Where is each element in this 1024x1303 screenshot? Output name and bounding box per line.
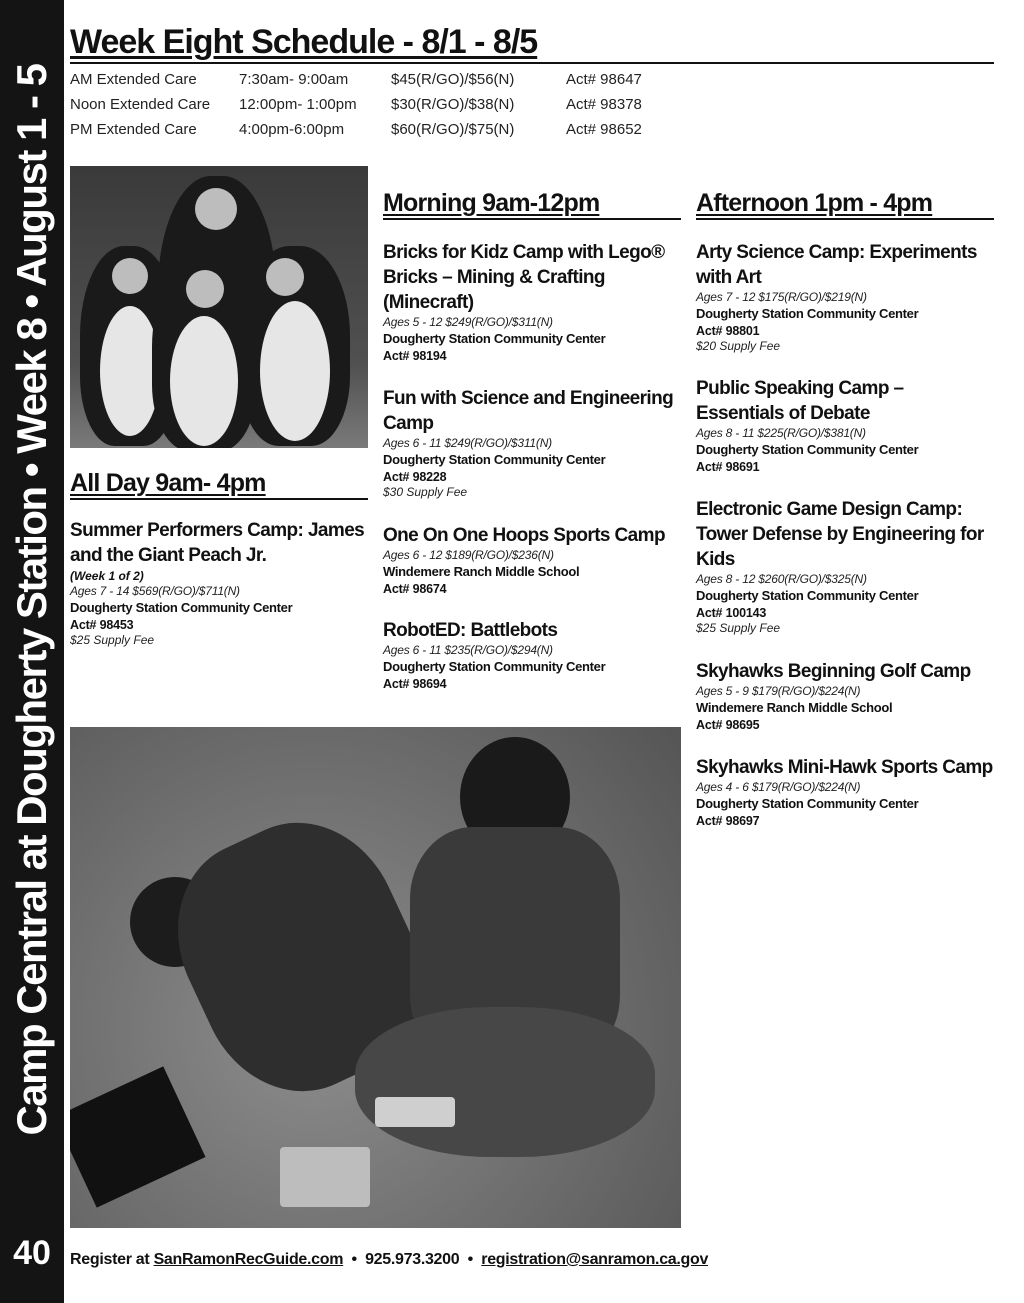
camp-ages-price: Ages 6 - 11 $235(R/GO)/$294(N) bbox=[383, 643, 553, 657]
camp-act-number: Act# 98697 bbox=[696, 814, 760, 828]
morning-heading: Morning 9am-12pm bbox=[383, 188, 681, 220]
camp-location: Dougherty Station Community Center bbox=[696, 442, 919, 457]
footer bbox=[70, 1251, 708, 1269]
camp-ages-price: Ages 6 - 11 $249(R/GO)/$311(N) bbox=[383, 436, 552, 450]
camp-act-number: Act# 98453 bbox=[70, 618, 134, 632]
camp-act-number: Act# 98228 bbox=[383, 470, 447, 484]
email-link[interactable]: registration@sanramon.ca.gov bbox=[481, 1251, 709, 1268]
sidebar-vertical-title: Camp Central at Dougherty Station • Week 8 • August 1 - 5 bbox=[8, 64, 55, 1136]
page-title: Week Eight Schedule - 8/1 - 8/5 bbox=[70, 22, 994, 64]
care-act: Act# 98378 bbox=[566, 96, 642, 113]
care-price: $60(R/GO)/$75(N) bbox=[391, 121, 515, 138]
camp-act-number: Act# 98691 bbox=[696, 460, 760, 474]
footer-prefix: Register at bbox=[70, 1251, 150, 1268]
camp-location: Dougherty Station Community Center bbox=[383, 331, 606, 346]
camp-title: Bricks for Kidz Camp with Lego® Bricks – Mining & Crafting (Minecraft) bbox=[383, 242, 665, 313]
camp-entry bbox=[696, 376, 996, 475]
camp-act-number: Act# 100143 bbox=[696, 606, 767, 620]
care-price: $30(R/GO)/$38(N) bbox=[391, 96, 515, 113]
footer-separator: • bbox=[467, 1251, 473, 1268]
camp-ages-price: Ages 5 - 9 $179(R/GO)/$224(N) bbox=[696, 684, 861, 698]
camp-ages-price: Ages 5 - 12 $249(R/GO)/$311(N) bbox=[383, 315, 553, 329]
footer-separator: • bbox=[351, 1251, 357, 1268]
camp-ages-price: Ages 8 - 11 $225(R/GO)/$381(N) bbox=[696, 426, 866, 440]
camp-title: Skyhawks Beginning Golf Camp bbox=[696, 661, 971, 682]
care-time: 4:00pm-6:00pm bbox=[239, 121, 345, 138]
camp-ages-price: Ages 8 - 12 $260(R/GO)/$325(N) bbox=[696, 572, 867, 586]
camp-note: (Week 1 of 2) bbox=[70, 569, 144, 583]
phone-number: 925.973.3200 bbox=[365, 1251, 460, 1268]
camp-ages-price: Ages 7 - 12 $175(R/GO)/$219(N) bbox=[696, 290, 867, 304]
camp-act-number: Act# 98801 bbox=[696, 324, 760, 338]
camp-title: One On One Hoops Sports Camp bbox=[383, 525, 665, 546]
camp-supply-fee: $25 Supply Fee bbox=[70, 633, 155, 647]
camp-entry bbox=[383, 386, 683, 499]
camp-entry bbox=[696, 497, 996, 635]
camp-title: Electronic Game Design Camp: Tower Defense by Engineering for Kids bbox=[696, 499, 984, 570]
camp-location: Dougherty Station Community Center bbox=[696, 588, 919, 603]
camp-supply-fee: $25 Supply Fee bbox=[696, 621, 781, 635]
camp-location: Windemere Ranch Middle School bbox=[383, 564, 580, 579]
camp-act-number: Act# 98194 bbox=[383, 349, 447, 363]
camp-location: Dougherty Station Community Center bbox=[696, 796, 919, 811]
care-act: Act# 98652 bbox=[566, 121, 642, 138]
page-number: 40 bbox=[13, 1234, 51, 1272]
kids-robotics-photo bbox=[70, 727, 681, 1228]
camp-ages-price: Ages 7 - 14 $569(R/GO)/$711(N) bbox=[70, 584, 240, 598]
camp-location: Windemere Ranch Middle School bbox=[696, 700, 893, 715]
camp-title: Arty Science Camp: Experiments with Art bbox=[696, 242, 977, 288]
care-time: 7:30am- 9:00am bbox=[239, 71, 349, 88]
camp-act-number: Act# 98674 bbox=[383, 582, 447, 596]
camp-title: Summer Performers Camp: James and the Giant Peach Jr. bbox=[70, 520, 365, 566]
all-day-heading: All Day 9am- 4pm bbox=[70, 468, 368, 500]
care-name: Noon Extended Care bbox=[70, 96, 211, 113]
camp-title: Skyhawks Mini-Hawk Sports Camp bbox=[696, 757, 993, 778]
camp-entry bbox=[696, 659, 996, 733]
camp-supply-fee: $20 Supply Fee bbox=[696, 339, 781, 353]
website-link[interactable]: SanRamonRecGuide.com bbox=[153, 1251, 344, 1268]
camp-entry bbox=[696, 240, 996, 353]
afternoon-heading: Afternoon 1pm - 4pm bbox=[696, 188, 994, 220]
camp-act-number: Act# 98695 bbox=[696, 718, 760, 732]
care-act: Act# 98647 bbox=[566, 71, 642, 88]
camp-location: Dougherty Station Community Center bbox=[383, 452, 606, 467]
camp-entry bbox=[383, 523, 683, 597]
care-price: $45(R/GO)/$56(N) bbox=[391, 71, 515, 88]
camp-location: Dougherty Station Community Center bbox=[383, 659, 606, 674]
care-time: 12:00pm- 1:00pm bbox=[239, 96, 357, 113]
camp-ages-price: Ages 4 - 6 $179(R/GO)/$224(N) bbox=[696, 780, 861, 794]
camp-entry bbox=[696, 755, 996, 829]
camp-title: RobotED: Battlebots bbox=[383, 620, 558, 641]
camp-entry bbox=[70, 518, 370, 647]
camp-entry bbox=[383, 240, 683, 364]
camp-ages-price: Ages 6 - 12 $189(R/GO)/$236(N) bbox=[383, 548, 554, 562]
care-name: AM Extended Care bbox=[70, 71, 197, 88]
camp-location: Dougherty Station Community Center bbox=[696, 306, 919, 321]
camp-location: Dougherty Station Community Center bbox=[70, 600, 293, 615]
camp-act-number: Act# 98694 bbox=[383, 677, 447, 691]
camp-title: Fun with Science and Engineering Camp bbox=[383, 388, 674, 434]
camp-title: Public Speaking Camp – Essentials of Debate bbox=[696, 378, 904, 424]
sidebar bbox=[0, 0, 64, 1303]
camp-entry bbox=[383, 618, 683, 692]
penguin-costume-photo bbox=[70, 166, 368, 448]
camp-supply-fee: $30 Supply Fee bbox=[383, 485, 468, 499]
care-name: PM Extended Care bbox=[70, 121, 197, 138]
